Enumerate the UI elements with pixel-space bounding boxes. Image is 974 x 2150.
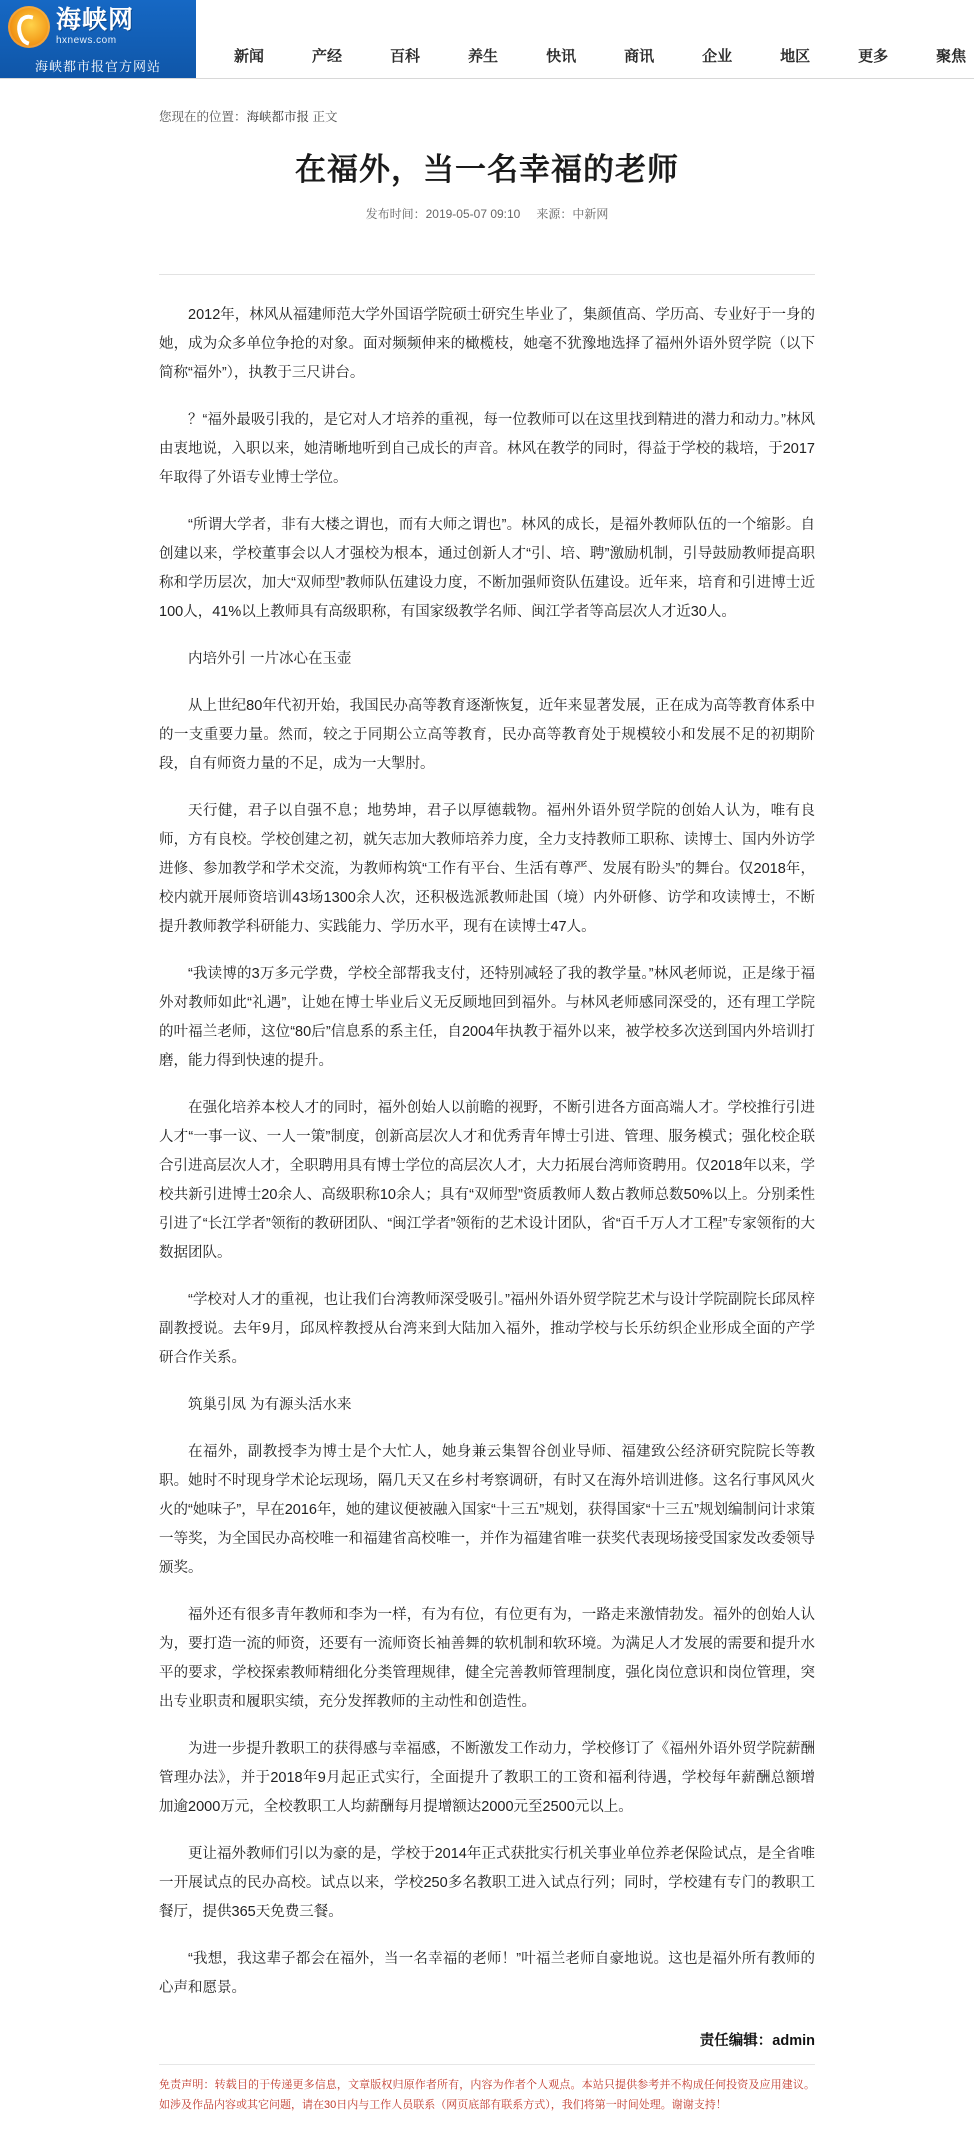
nav-item-health[interactable]: 养生 xyxy=(468,48,499,65)
logo-tagline: 海峡都市报官方网站 xyxy=(34,59,161,74)
nav-item-enterprise[interactable]: 企业 xyxy=(702,48,733,65)
nav-item-news[interactable]: 新闻 xyxy=(234,48,265,65)
publish-time-label: 发布时间： xyxy=(365,206,426,221)
logo-top-row xyxy=(0,0,196,54)
article-paragraph: 福外还有很多青年教师和李为一样，有为有位，有位更有为，一路走来激情勃发。福外的创始人认为，要打造一流的师资，还要有一流师资长袖善舞的软机制和软环境。为满足人才发展的需要和提升水平的要求，学校探索教师精细化分类管理规律，健全完善教师管理制度，强化岗位意识和岗位管理，突出专业职责和履职实绩，充分发挥教师的主动性和创造性。 xyxy=(159,1606,815,1710)
nav-item-express[interactable]: 快讯 xyxy=(546,48,577,65)
article-paragraph: ？“福外最吸引我的，是它对人才培养的重视，每一位教师可以在这里找到精进的潜力和动力。”林风由衷地说，入职以来，她清晰地听到自己成长的声音。林风在教学的同时，得益于学校的栽培，于2017年取得了外语专业博士学位。 xyxy=(159,411,815,486)
breadcrumb-link-home[interactable]: 海峡都市报 xyxy=(246,110,310,124)
page-title: 在福外，当一名幸福的老师 xyxy=(295,152,679,187)
publish-time-value: 2019-05-07 09:10 xyxy=(425,206,521,221)
source-label: 来源： xyxy=(536,206,573,221)
article-subheading: 内培外引 一片冰心在玉壶 xyxy=(188,650,352,667)
logo-text-block xyxy=(56,8,134,46)
article-paragraph: “所谓大学者，非有大楼之谓也，而有大师之谓也”。林风的成长，是福外教师队伍的一个缩影。自创建以来，学校董事会以人才强校为根本，通过创新人才“引、培、聘”激励机制，引导鼓励教师提高职称和学历层次，加大“双师型”教师队伍建设力度，不断加强师资队伍建设。近年来，培育和引进博士近100人，41%以上教师具有高级职称，有国家级教学名师、闽江学者等高层次人才近30人。 xyxy=(159,516,815,620)
article-paragraph: 在强化培养本校人才的同时，福外创始人以前瞻的视野，不断引进各方面高端人才。学校推行引进人才“一事一议、一人一策”制度，创新高层次人才和优秀青年博士引进、管理、服务模式；强化校企联合引进高层次人才，全职聘用具有博士学位的高层次人才，大力拓展台湾师资聘用。仅2018年以来，学校共新引进博士20余人、高级职称10余人；具有“双师型”资质教师人数占教师总数50%以上。分别柔性引进了“长江学者”领衔的教研团队、“闽江学者”领衔的艺术设计团队，省“百千万人才工程”专家领衔的大数据团队。 xyxy=(159,1099,815,1261)
wave-logo-icon xyxy=(8,6,50,48)
nav-item-industry[interactable]: 产经 xyxy=(312,48,343,65)
editor-byline: 责任编辑：admin xyxy=(699,2032,815,2049)
article-paragraph: 从上世纪80年代初开始，我国民办高等教育逐渐恢复，近年来显著发展，正在成为高等教育体系中的一支重要力量。然而，较之于同期公立高等教育，民办高等教育处于规模较小和发展不足的初期阶段，自有师资力量的不足，成为一大掣肘。 xyxy=(159,697,815,772)
article-paragraph: “我读博的3万多元学费，学校全部帮我支付，还特别减轻了我的教学量。”林风老师说，正是缘于福外对教师如此“礼遇”，让她在博士毕业后义无反顾地回到福外。与林风老师感同深受的，还有理工学院的叶福兰老师，这位“80后”信息系的系主任，自2004年执教于福外以来，被学校多次送到国内外培训打磨，能力得到快速的提升。 xyxy=(159,965,815,1069)
article-body xyxy=(159,274,815,2003)
article-paragraph: 天行健，君子以自强不息；地势坤，君子以厚德载物。福州外语外贸学院的创始人认为，唯有良师，方有良校。学校创建之初，就矢志加大教师培养力度，全力支持教师工职称、读博士、国内外访学进修、参加教学和学术交流，为教师构筑“工作有平台、生活有尊严、发展有盼头”的舞台。仅2018年，校内就开展师资培训43场1300余人次，还积极选派教师赴国（境）内外研修、访学和攻读博士，不断提升教师教学科研能力、实践能力、学历水平，现有在读博士47人。 xyxy=(159,802,815,935)
main-navigation xyxy=(196,0,974,78)
nav-item-encyclopedia[interactable]: 百科 xyxy=(390,48,421,65)
article-paragraph: “我想，我这辈子都会在福外，当一名幸福的老师！”叶福兰老师自豪地说。这也是福外所有教师的心声和愿景。 xyxy=(159,1950,815,1996)
breadcrumb-prefix: 您现在的位置： xyxy=(159,110,247,124)
article-paragraph: 在福外，副教授李为博士是个大忙人，她身兼云集智谷创业导师、福建致公经济研究院院长等教职。她时不时现身学术论坛现场，隔几天又在乡村考察调研，有时又在海外培训进修。这名行事风风火火的“她味子”，早在2016年，她的建议便被融入国家“十三五”规划，获得国家“十三五”规划编制问计求策一等奖，为全国民办高校唯一和福建省高校唯一，并作为福建省唯一获奖代表现场接受国家发改委领导颁奖。 xyxy=(159,1443,815,1576)
article-container xyxy=(159,79,815,2150)
article-paragraph: 更让福外教师们引以为豪的是，学校于2014年正式获批实行机关事业单位养老保险试点，是全省唯一开展试点的民办高校。试点以来，学校250多名教职工进入试点行列；同时，学校建有专门的教职工餐厅，提供365天免费三餐。 xyxy=(159,1845,815,1920)
site-header xyxy=(0,0,974,79)
nav-item-business-news[interactable]: 商讯 xyxy=(624,48,655,65)
logo-domain-text: hxnews.com xyxy=(56,35,117,46)
article-paragraph: “学校对人才的重视，也让我们台湾教师深受吸引。”福州外语外贸学院艺术与设计学院副院长邱凤梓副教授说。去年9月，邱凤梓教授从台湾来到大陆加入福外，推动学校与长乐纺织企业形成全面的产学研合作关系。 xyxy=(159,1291,815,1366)
breadcrumb xyxy=(159,99,815,131)
bottom-spacer xyxy=(159,2140,815,2150)
article-paragraph: 为进一步提升教职工的获得感与幸福感，不断激发工作动力，学校修订了《福州外语外贸学院薪酬管理办法》，并于2018年9月起正式实行，全面提升了教职工的工资和福利待遇，学校每年薪酬总额增加逾2000万元，全校教职工人均薪酬每月提增额达2000元至2500元以上。 xyxy=(159,1740,815,1815)
breadcrumb-current: 正文 xyxy=(312,110,338,124)
nav-item-focus[interactable]: 聚焦 xyxy=(936,48,967,65)
nav-item-more[interactable]: 更多 xyxy=(858,48,889,65)
article-subheading: 筑巢引凤 为有源头活水来 xyxy=(188,1396,352,1413)
logo-main-text: 海峡网 xyxy=(56,6,135,34)
nav-item-region[interactable]: 地区 xyxy=(780,48,811,65)
article-meta xyxy=(159,205,815,234)
article-paragraph: 2012年，林风从福建师范大学外国语学院硕士研究生毕业了，集颜值高、学历高、专业好于一身的她，成为众多单位争抢的对象。面对频频伸来的橄榄枝，她毫不犹豫地选择了福州外语外贸学院（以下简称“福外”），执教于三尺讲台。 xyxy=(159,306,815,381)
disclaimer-text: 免责声明：转载目的于传递更多信息，文章版权归原作者所有，内容为作者个人观点。本站只提供参考并不构成任何投资及应用建议。如涉及作品内容或其它问题，请在30日内与工作人员联系（网页底部有联系方式），我们将第一时间处理。谢谢支持！ xyxy=(159,2064,815,2140)
site-logo[interactable] xyxy=(0,0,196,78)
source-value: 中新网 xyxy=(572,206,609,221)
